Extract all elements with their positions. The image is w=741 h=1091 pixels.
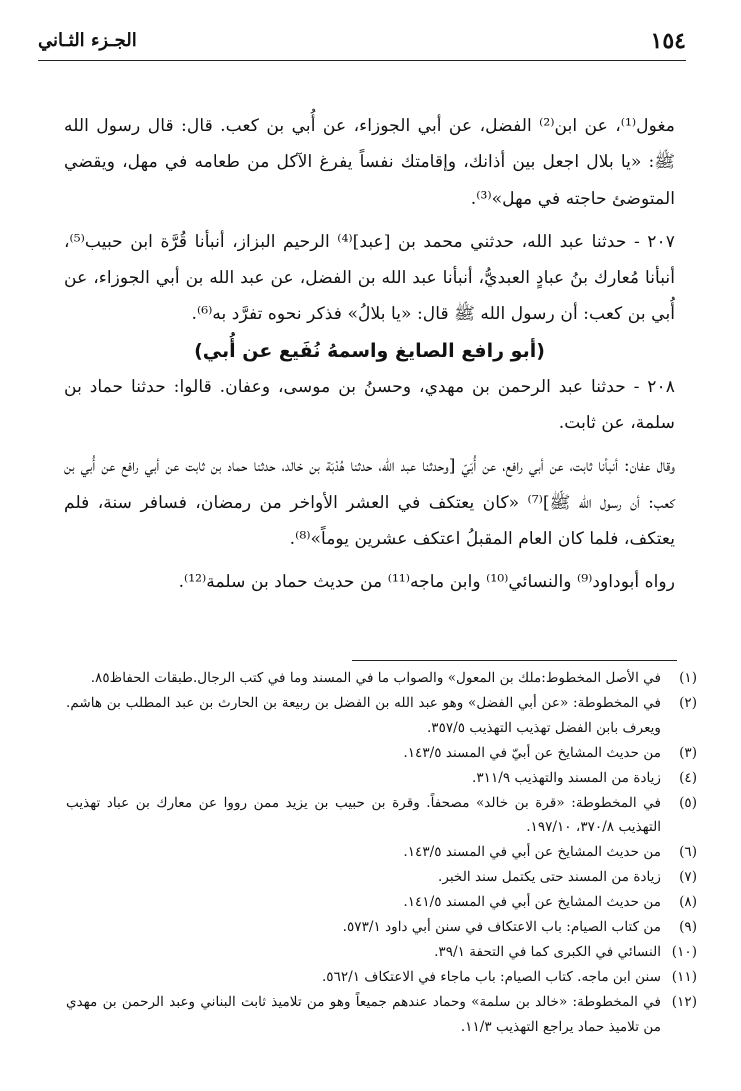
footnote-text: زيادة من المسند حتى يكتمل سند الخبر. [438, 869, 661, 886]
footnote-item [66, 915, 697, 940]
footnote-item [66, 791, 697, 841]
footnote-text: في المخطوطة: «عن أبي الفضل» وهو عبد الله بن الفضل بن ربيعة بن الحارث بن عبد المطلب بن هاشم. ويعرف بابن الفضل تهذيب التهذيب ٣٥٧/٥. [66, 694, 661, 736]
section-title: (أبو رافع الصايغ واسمهُ نُفَيع عن أُبي) [194, 339, 545, 362]
footnote-number: (٨) [679, 894, 697, 911]
footnote-item [66, 940, 697, 965]
footnote-number: (٤) [679, 769, 697, 786]
footnote-divider [352, 660, 677, 661]
footnote-text: النسائي في الكبرى كما في التحفة ٣٩/١. [434, 943, 661, 960]
footnote-number: (٣) [679, 744, 697, 761]
footnote-text: زيادة من المسند والتهذيب ٣١١/٩. [472, 769, 661, 786]
narration-takhrij: رواه أبوداود⁽⁹⁾ والنسائي⁽¹⁰⁾ وابن ماجه⁽¹¹⁾ من حديث حماد بن سلمة⁽¹²⁾. [178, 572, 675, 593]
footnote-item [66, 741, 697, 766]
footnote-number: (٢) [679, 694, 697, 711]
footnote-text: في المخطوطة: «قرة بن خالد» مصحفاً. وقرة بن حبيب بن يزيد ممن رووا عن معارك بن عباد تهذيب التهذيب ٣٧٠/٨، ١٩٧/١٠. [66, 794, 661, 836]
page-number: ١٥٤ [650, 28, 686, 54]
narration-207: ٢٠٧ - حدثنا عبد الله، حدثني محمد بن [عبد]⁽⁴⁾ الرحيم البزاز، أنبأنا قُرَّة ابن حبيب⁽⁵⁾، أنبأنا مُعارك بنُ عبادٍ العبديُّ، أنبأنا عبد الله بن الفضل، عن عبد الله بن أبي الجوزاء، عن أُبي بن كعب: أن رسول الله ﷺ قال: «يا بلالُ» فذكر نحوه تفرَّد به⁽⁶⁾. [64, 231, 675, 325]
paragraph-continuation: مغول⁽¹⁾، عن ابن⁽²⁾ الفضل، عن أبي الجوزاء، عن أُبي بن كعب. قال: قال رسول الله ﷺ: «يا بلال اجعل بين أذانك، وإقامتك نفساً يفرغ الآكل من طعامه في مهل، ويقضي المتوضئ حاجته في مهل»⁽³⁾. [64, 116, 675, 209]
footnote-text: سنن ابن ماجه. كتاب الصيام: باب ماجاء في الاعتكاف ٥٦٢/١. [321, 968, 661, 985]
footnote-text: من كتاب الصيام: باب الاعتكاف في سنن أبي داود ٥٧٣/١. [342, 919, 661, 936]
footnote-item [66, 691, 697, 741]
footnote-number: (٩) [679, 919, 697, 936]
footnote-text: في الأصل المخطوط:ملك بن المعول» والصواب ما في المسند وما في كتب الرجال.طبقات الحفاظ٨٥. [90, 670, 661, 686]
narration-affan: وقال عفان: أنبأنا ثابت، عن أبي رافع، عن أُبَيّ [وحدثنا عبد الله، حدثنا هُدْبَة بن خالد، حدثنا حماد بن ثابت عن أبي رافع عن أُبي بن كعب: أن رسول الله ﷺ]⁽⁷⁾ «كان يعتكف في العشر الأواخر من رمضان، فسافر سنة، فلم يعتكف، فلما كان العام المقبلُ اعتكف عشرين يوماً»⁽⁸⁾. [64, 456, 675, 549]
running-title: الجـزء الثـاني [38, 30, 137, 51]
main-text [64, 108, 675, 601]
footnote-number: (١) [679, 670, 697, 686]
footnote-item [66, 890, 697, 915]
footnote-number: (٦) [679, 844, 697, 861]
footnote-item [66, 990, 697, 1040]
footnote-item [66, 666, 697, 691]
footnote-item [66, 965, 697, 990]
footnote-number: (١٢) [671, 993, 697, 1010]
footnote-item [66, 865, 697, 890]
footnote-text: من حديث المشايخ عن أبيّ في المسند ١٤٣/٥. [403, 744, 661, 761]
footnote-text: من حديث المشايخ عن أبي في المسند ١٤٣/٥. [403, 844, 661, 861]
footnote-text: من حديث المشايخ عن أبي في المسند ١٤١/٥. [403, 894, 661, 911]
narration-208: ٢٠٨ - حدثنا عبد الرحمن بن مهدي، وحسنُ بن موسى، وعفان. قالوا: حدثنا حماد بن سلمة، عن ثابت. [64, 376, 675, 434]
footnote-number: (١١) [671, 968, 697, 985]
footnote-item [66, 840, 697, 865]
footnote-number: (٧) [679, 869, 697, 886]
footnote-number: (٥) [679, 794, 697, 811]
footnote-number: (١٠) [671, 943, 697, 960]
footnote-text: في المخطوطة: «خالد بن سلمة» وحماد عندهم جميعاً وهو من تلاميذ ثابت البناني وعبد الرحمن بن مهدي من تلاميذ حماد يراجع التهذيب ١١/٣. [66, 993, 661, 1035]
footnotes [66, 666, 697, 1040]
page-header [38, 26, 686, 61]
footnote-item [66, 766, 697, 791]
